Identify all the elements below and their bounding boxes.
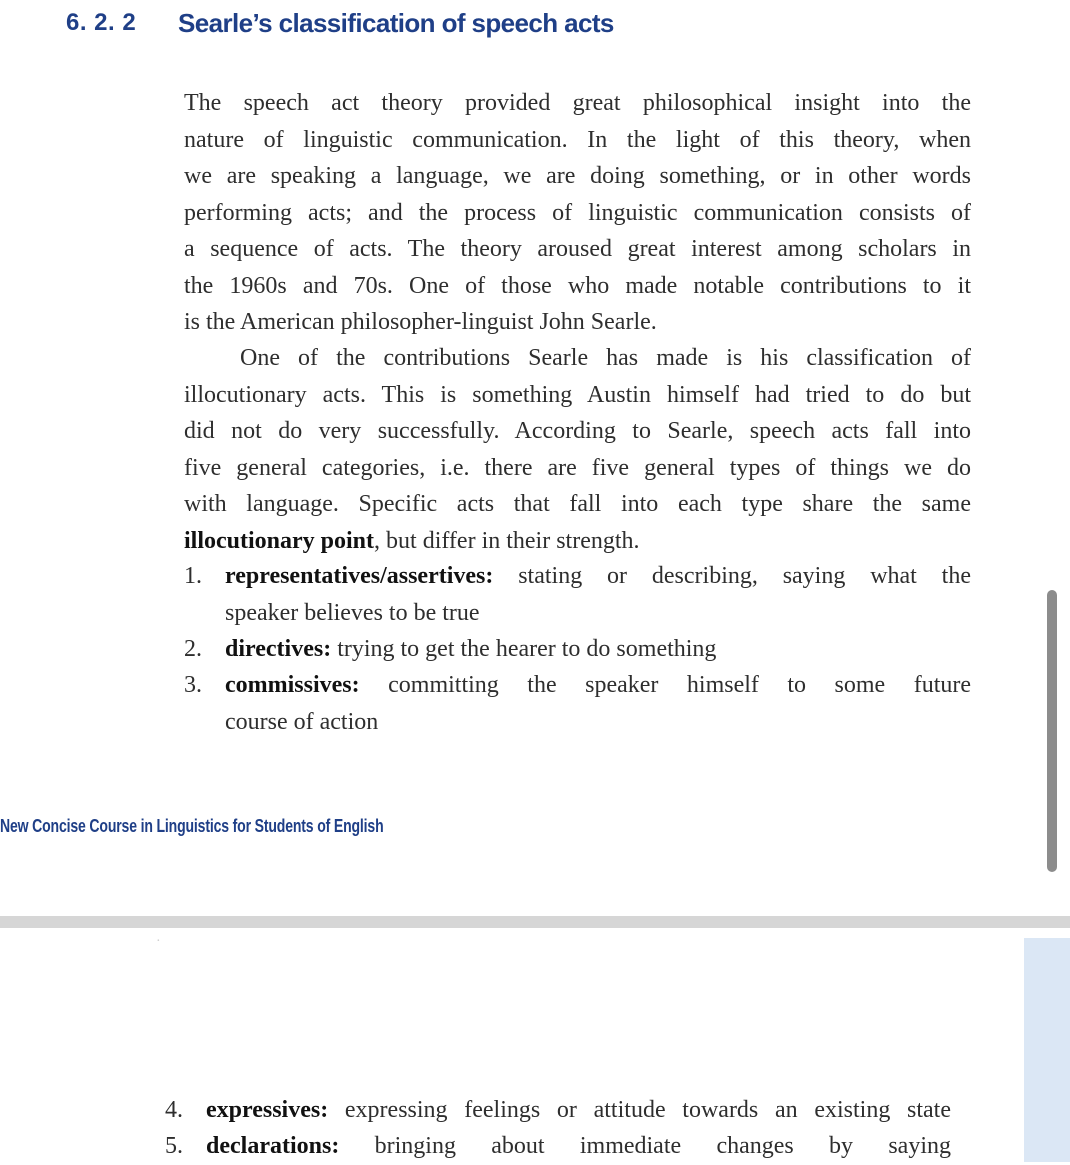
- section-title: Searle’s classification of speech acts: [178, 7, 614, 38]
- paragraph-2-line: with language. Specific acts that fall into each type share the same: [184, 491, 971, 517]
- list-item-body: [206, 1092, 951, 1129]
- scan-speck: ·: [156, 934, 161, 949]
- list-item: [184, 631, 971, 668]
- list-item-number: 3.: [184, 672, 202, 698]
- list-item-text: bringing about immediate changes by saying: [374, 1133, 951, 1159]
- vertical-scrollbar[interactable]: [1047, 590, 1057, 872]
- paragraph-2-last-line: [184, 523, 971, 560]
- list-item-line: [206, 1128, 951, 1165]
- list-item-number: 4.: [165, 1097, 183, 1123]
- list-item-text: expressing feelings or attitude towards an existing state: [344, 1097, 951, 1123]
- paragraph-1-line: a sequence of acts. The theory aroused great interest among scholars in: [184, 236, 971, 262]
- paragraph-1-line: performing acts; and the process of linguistic communication consists of: [184, 199, 971, 226]
- paragraph-2-line: illocutionary acts. This is something Austin himself had tried to do but: [184, 381, 971, 408]
- page-divider: [0, 916, 1070, 928]
- paragraph-1: [184, 85, 971, 341]
- section-number: 6. 2. 2: [66, 9, 137, 36]
- list-item-term: representatives/assertives:: [225, 563, 494, 589]
- section-heading: [66, 4, 614, 42]
- list-item-term: directives:: [225, 636, 332, 662]
- list-item-line: [225, 667, 971, 704]
- paragraph-2-line: One of the contributions Searle has made is his classification of: [240, 345, 971, 371]
- list-item-text: trying to get the hearer to do something: [337, 636, 717, 662]
- list-item-body: [206, 1128, 951, 1165]
- paragraph-2-tail: , but differ in their strength.: [374, 527, 640, 554]
- list-item: [165, 1128, 951, 1165]
- list-item-number: 5.: [165, 1133, 183, 1159]
- list-item-term: expressives:: [206, 1097, 329, 1123]
- list-item-number: 2.: [184, 636, 202, 662]
- list-item-text: stating or describing, saying what the: [518, 563, 972, 589]
- list-item-number: 1.: [184, 563, 202, 589]
- list-item-text: committing the speaker himself to some future: [388, 672, 972, 698]
- paragraph-2: [184, 340, 971, 559]
- list-item: [165, 1092, 951, 1129]
- list-item-term: commissives:: [225, 672, 360, 698]
- book-footer-title: New Concise Course in Linguistics for Students of English: [0, 816, 384, 836]
- list-item-line: speaker believes to be true: [225, 599, 480, 626]
- list-item-body: [225, 667, 971, 740]
- paragraph-1-line: is the American philosopher-linguist John Searle.: [184, 309, 657, 335]
- list-item: [184, 558, 971, 631]
- paragraph-1-line: nature of linguistic communication. In the light of this theory, when: [184, 126, 971, 153]
- illocutionary-point-term: illocutionary point: [184, 527, 375, 554]
- list-item-line: [206, 1092, 951, 1129]
- page-edge-band: [1024, 938, 1070, 1162]
- list-item-line: [225, 631, 971, 668]
- paragraph-1-line: we are speaking a language, we are doing something, or in other words: [184, 163, 971, 189]
- paragraph-1-line: the 1960s and 70s. One of those who made notable contributions to it: [184, 272, 971, 299]
- paragraph-2-line: five general categories, i.e. there are five general types of things we do: [184, 454, 971, 481]
- list-item-line: course of action: [225, 708, 379, 735]
- paragraph-1-line: The speech act theory provided great philosophical insight into the: [184, 90, 971, 116]
- list-item-line: [225, 558, 971, 595]
- paragraph-2-line: did not do very successfully. According to Searle, speech acts fall into: [184, 418, 971, 444]
- list-item: [184, 667, 971, 740]
- list-item-body: [225, 631, 971, 668]
- list-item-term: declarations:: [206, 1133, 340, 1159]
- list-item-body: [225, 558, 971, 631]
